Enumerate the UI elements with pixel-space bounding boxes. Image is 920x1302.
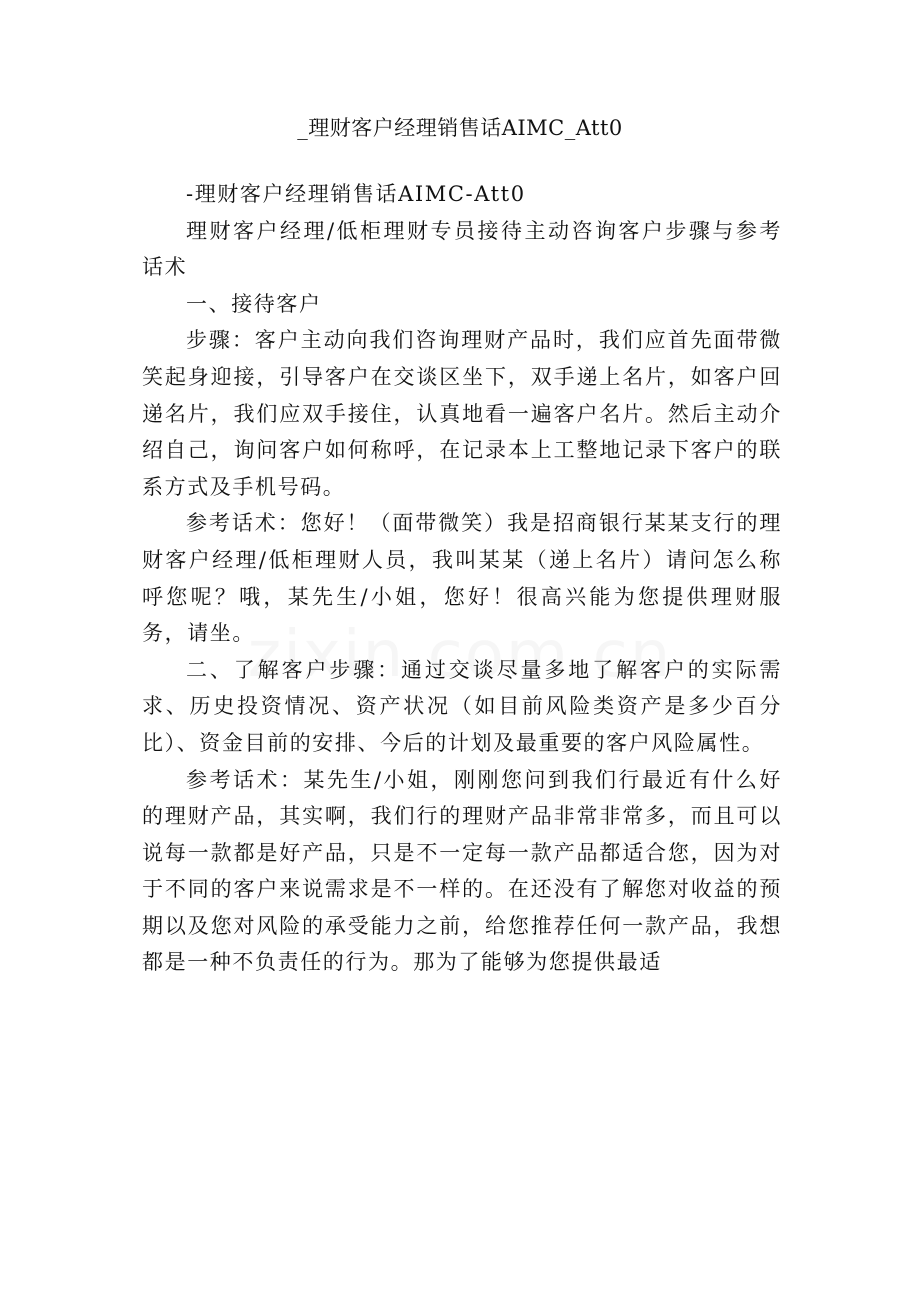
- heading-paragraph: 理财客户经理/低柜理财专员接待主动咨询客户步骤与参考话术: [142, 218, 782, 280]
- steps-paragraph: 步骤：客户主动向我们咨询理财产品时，我们应首先面带微笑起身迎接，引导客户在交谈区坐下，双手递上名片，如客户回递名片，我们应双手接住，认真地看一遍客户名片。然后主动介绍自己，询问客户如何称呼，在记录本上工整地记录下客户的联系方式及手机号码。: [142, 328, 782, 499]
- document-title: _理财客户经理销售话AIMC_Att0: [297, 116, 623, 140]
- script-paragraph-2: 参考话术：某先生/小姐，刚刚您问到我们行最近有什么好的理财产品，其实啊，我们行的理财产品非常非常多，而且可以说每一款都是好产品，只是不一定每一款产品都适合您，因为对于不同的客户来说需求是不一样的。在还没有了解您对收益的预期以及您对风险的承受能力之前，给您推荐任何一款产品，我想都是一种不负责任的行为。那为了能够为您提供最适: [142, 767, 782, 975]
- script-paragraph-1: 参考话术：您好！（面带微笑）我是招商银行某某支行的理财客户经理/低柜理财人员，我叫某某（递上名片）请问怎么称呼您呢？哦，某先生/小姐，您好！很高兴能为您提供理财服务，请坐。: [142, 511, 782, 646]
- subtitle-paragraph: -理财客户经理销售话AIMC-Att0: [186, 182, 526, 206]
- section-understand-customer: 二、了解客户步骤：通过交谈尽量多地了解客户的实际需求、历史投资情况、资产状况（如目前风险类资产是多少百分比）、资金目前的安排、今后的计划及最重要的客户风险属性。: [142, 657, 782, 755]
- section-heading-reception: 一、接待客户: [186, 291, 322, 316]
- document-body: [142, 176, 782, 981]
